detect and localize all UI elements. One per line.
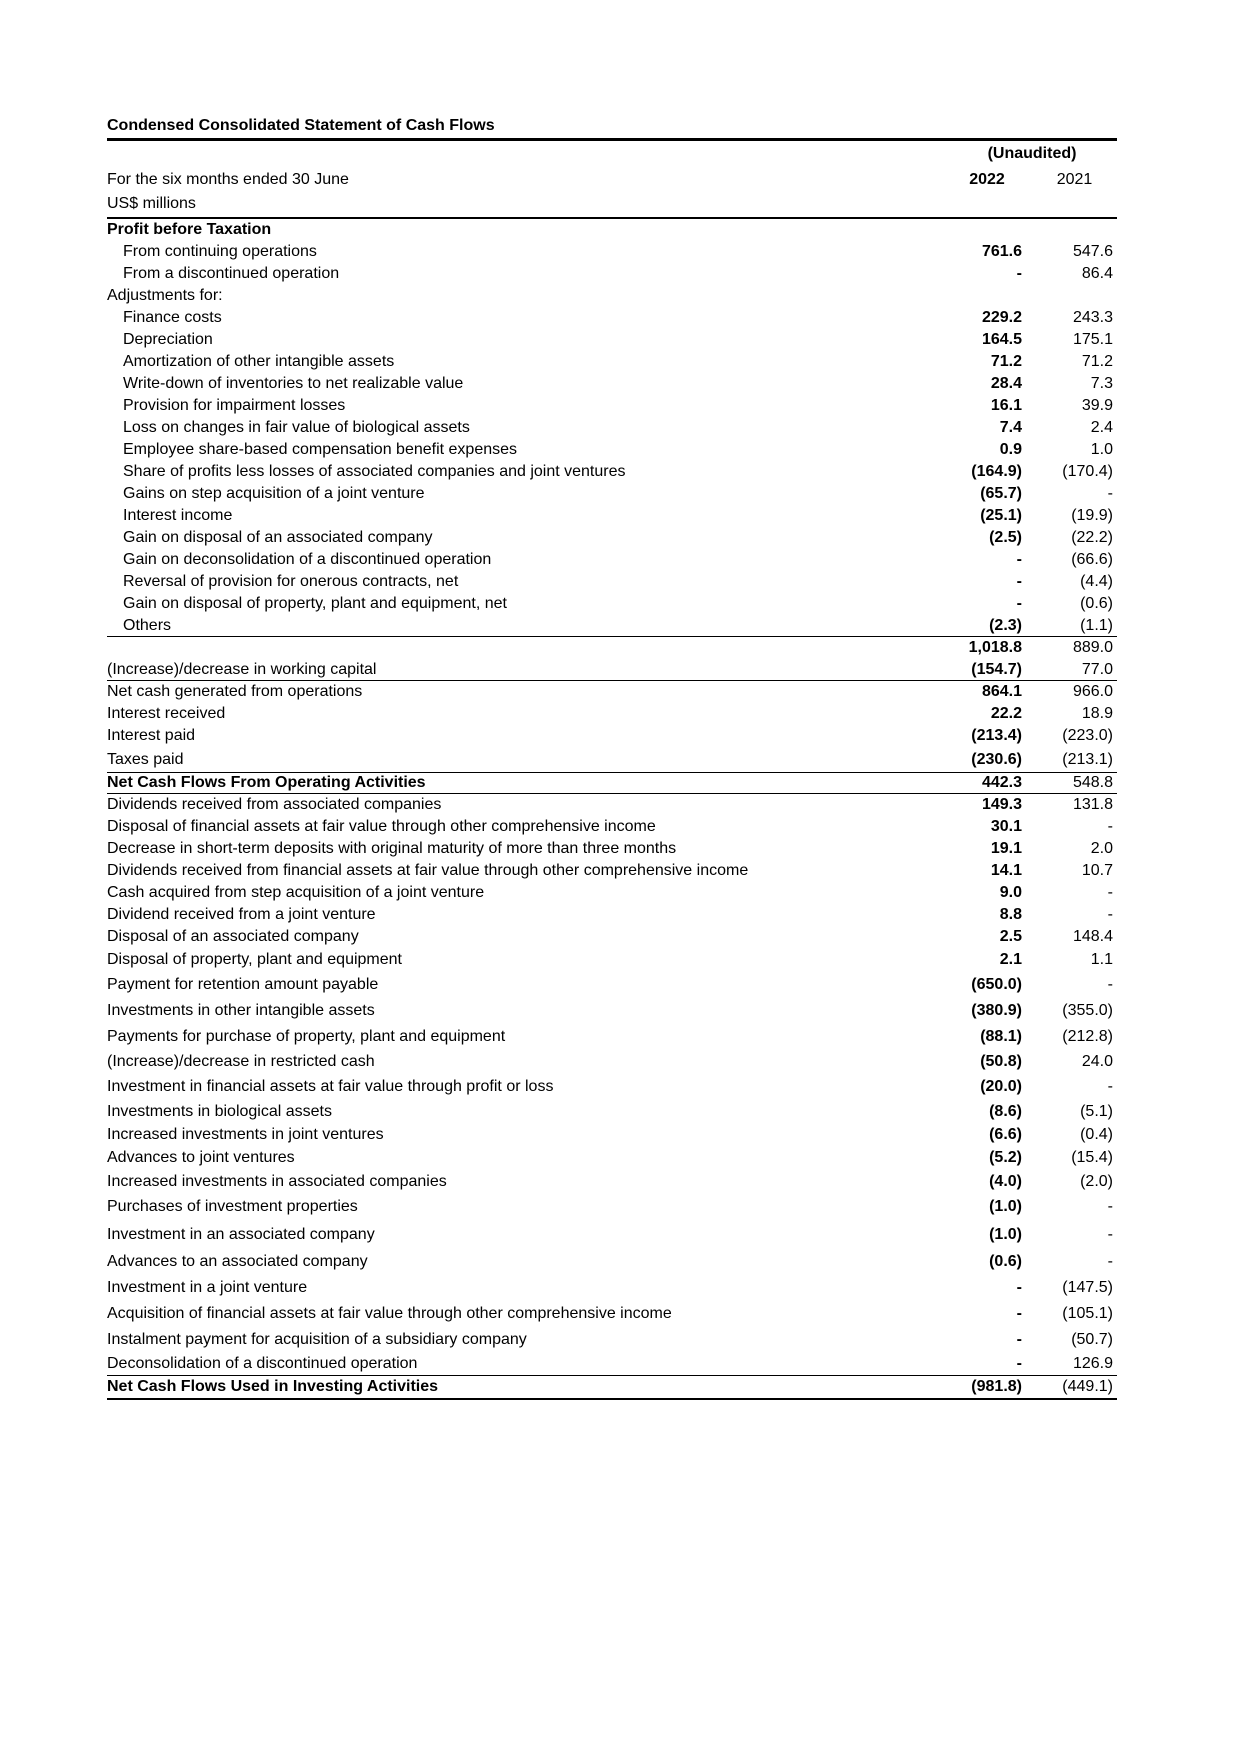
table-row (107, 838, 1117, 860)
value-2022: 22.2 (990, 704, 1022, 722)
row-label: Others (123, 616, 172, 634)
row-label: Provision for impairment losses (123, 396, 346, 414)
value-2021: - (1107, 484, 1113, 502)
value-2021: (355.0) (1062, 1001, 1113, 1019)
row-label: Finance costs (123, 308, 222, 326)
table-row (107, 659, 1117, 681)
table-row (107, 1024, 1117, 1050)
table-row (107, 748, 1117, 772)
table-row (107, 1353, 1117, 1375)
unaudited-label: (Unaudited) (987, 145, 1077, 162)
table-row (107, 972, 1117, 998)
table-row (107, 926, 1117, 948)
value-2022: 0.9 (999, 440, 1022, 458)
value-2021: 77.0 (1081, 660, 1113, 678)
row-label: Reversal of provision for onerous contracts, net (123, 572, 459, 590)
table-row (107, 794, 1117, 816)
table-row (107, 527, 1117, 549)
value-2021: (213.1) (1062, 750, 1113, 768)
value-2021: (15.4) (1071, 1149, 1113, 1166)
value-2022: (1.0) (989, 1198, 1022, 1215)
value-2021: 1.1 (1090, 950, 1113, 968)
value-2022: (4.0) (989, 1172, 1022, 1190)
table-row (107, 417, 1117, 439)
value-2022: - (1016, 264, 1022, 282)
table-row (107, 219, 1117, 241)
row-label: Gain on deconsolidation of a discontinued operation (123, 550, 492, 568)
row-label: Advances to joint ventures (107, 1149, 295, 1166)
value-2022: - (1016, 594, 1022, 612)
value-2021: 547.6 (1072, 242, 1113, 260)
value-2021: (105.1) (1062, 1304, 1113, 1322)
value-2022: (0.6) (989, 1252, 1022, 1270)
value-2022: 761.6 (981, 242, 1022, 260)
row-label: Investment in a joint venture (107, 1278, 308, 1296)
table-row (107, 904, 1117, 926)
year-2021-header: 2021 (1056, 171, 1093, 188)
row-label: (Increase)/decrease in restricted cash (107, 1053, 375, 1070)
value-2022: (8.6) (989, 1102, 1022, 1120)
value-2022: 7.4 (999, 418, 1022, 436)
table-row (107, 1147, 1117, 1170)
row-label: Share of profits less losses of associated companies and joint ventures (123, 462, 626, 480)
table-row (107, 351, 1117, 373)
value-2022: - (1016, 1304, 1022, 1322)
value-2022: 28.4 (990, 374, 1022, 392)
value-2022: (50.8) (980, 1053, 1022, 1070)
table-row (107, 637, 1117, 659)
table-row (107, 1194, 1117, 1221)
value-2021: (50.7) (1071, 1330, 1113, 1348)
table-row (107, 571, 1117, 593)
table-row (107, 1375, 1117, 1400)
value-2021: 148.4 (1072, 927, 1113, 945)
row-label: Purchases of investment properties (107, 1198, 358, 1215)
row-label: Investments in biological assets (107, 1102, 332, 1120)
row-label: Investment in financial assets at fair value through profit or loss (107, 1078, 554, 1095)
value-2021: - (1107, 883, 1113, 901)
row-label: From a discontinued operation (123, 264, 340, 282)
table-row (107, 1170, 1117, 1194)
period-label: For the six months ended 30 June (107, 171, 349, 188)
row-label: Gain on disposal of property, plant and equipment, net (123, 594, 507, 612)
year-2022-header: 2022 (969, 171, 1005, 188)
value-2022: 8.8 (999, 905, 1022, 923)
table-row (107, 772, 1117, 794)
value-2021: (0.4) (1080, 1126, 1113, 1143)
table-row (107, 703, 1117, 725)
value-2021: - (1107, 817, 1113, 835)
value-2022: 864.1 (981, 682, 1022, 700)
row-label: Payments for purchase of property, plant and equipment (107, 1027, 506, 1045)
table-row (107, 1100, 1117, 1124)
row-label: Dividends received from associated companies (107, 795, 442, 813)
table-row (107, 285, 1117, 307)
value-2021: - (1107, 1225, 1113, 1243)
row-label: Increased investments in joint ventures (107, 1126, 384, 1143)
value-2021: (5.1) (1080, 1102, 1113, 1120)
cash-flow-statement (107, 114, 1117, 1400)
value-2022: (981.8) (971, 1378, 1022, 1395)
value-2022: (6.6) (989, 1126, 1022, 1143)
value-2021: - (1107, 1252, 1113, 1270)
value-2021: 175.1 (1072, 330, 1113, 348)
table-row (107, 1050, 1117, 1075)
row-label: Decrease in short-term deposits with original maturity of more than three months (107, 839, 677, 857)
table-row (107, 549, 1117, 571)
value-2022: (5.2) (989, 1149, 1022, 1166)
value-2022: (2.3) (989, 616, 1022, 634)
value-2021: (4.4) (1080, 572, 1113, 590)
value-2021: 1.0 (1090, 440, 1113, 458)
row-label: Loss on changes in fair value of biological assets (123, 418, 470, 436)
row-label: Gains on step acquisition of a joint venture (123, 484, 425, 502)
value-2021: (22.2) (1071, 528, 1113, 546)
row-label: From continuing operations (123, 242, 317, 260)
table-row (107, 263, 1117, 285)
table-row (107, 483, 1117, 505)
row-label: Profit before Taxation (107, 220, 272, 238)
row-label: Investments in other intangible assets (107, 1001, 375, 1019)
value-2022: 2.5 (999, 927, 1022, 945)
value-2022: (25.1) (980, 506, 1022, 524)
table-row (107, 593, 1117, 615)
value-2022: 71.2 (990, 352, 1022, 370)
value-2022: (65.7) (980, 484, 1022, 502)
row-label: Net Cash Flows From Operating Activities (107, 774, 426, 791)
value-2021: 39.9 (1081, 396, 1113, 414)
value-2021: (212.8) (1062, 1027, 1113, 1045)
value-2021: - (1107, 975, 1113, 993)
value-2022: - (1016, 550, 1022, 568)
row-label: Payment for retention amount payable (107, 975, 379, 993)
value-2022: (230.6) (971, 750, 1022, 768)
table-row (107, 998, 1117, 1024)
value-2022: 30.1 (990, 817, 1022, 835)
value-2022: - (1016, 1330, 1022, 1348)
row-label: Gain on disposal of an associated company (123, 528, 433, 546)
table-row (107, 816, 1117, 838)
row-label: Dividends received from financial assets at fair value through other comprehensive income (107, 861, 749, 879)
row-label: Employee share-based compensation benefit expenses (123, 440, 518, 458)
value-2022: (1.0) (989, 1225, 1022, 1243)
table-row (107, 725, 1117, 748)
table-row (107, 241, 1117, 263)
value-2021: 243.3 (1072, 308, 1113, 326)
value-2022: (164.9) (971, 462, 1022, 480)
value-2022: - (1016, 1278, 1022, 1296)
value-2021: 18.9 (1081, 704, 1113, 722)
table-row (107, 373, 1117, 395)
row-label: Advances to an associated company (107, 1252, 368, 1270)
value-2021: 2.0 (1090, 839, 1113, 857)
table-row (107, 1275, 1117, 1301)
value-2021: 24.0 (1081, 1053, 1113, 1070)
table-row (107, 1249, 1117, 1275)
table-row (107, 615, 1117, 637)
value-2022: - (1016, 572, 1022, 590)
value-2022: 14.1 (990, 861, 1022, 879)
table-row (107, 948, 1117, 972)
table-row (107, 1075, 1117, 1100)
row-label: Adjustments for: (107, 286, 223, 304)
value-2021: (66.6) (1071, 550, 1113, 568)
value-2021: 131.8 (1072, 795, 1113, 813)
row-label: Cash acquired from step acquisition of a joint venture (107, 883, 485, 901)
row-label: Deconsolidation of a discontinued operation (107, 1354, 418, 1372)
row-label: Net Cash Flows Used in Investing Activities (107, 1378, 439, 1395)
value-2021: 966.0 (1072, 682, 1113, 700)
row-label: Interest received (107, 704, 226, 722)
row-label: Investment in an associated company (107, 1225, 375, 1243)
value-2022: 229.2 (981, 308, 1022, 326)
table-row (107, 461, 1117, 483)
row-label: Disposal of financial assets at fair value through other comprehensive income (107, 817, 656, 835)
value-2021: (2.0) (1080, 1172, 1113, 1190)
value-2022: 9.0 (999, 883, 1022, 901)
value-2022: 16.1 (990, 396, 1022, 414)
value-2022: (650.0) (971, 975, 1022, 993)
table-row (107, 307, 1117, 329)
value-2021: (170.4) (1062, 462, 1113, 480)
value-2022: 19.1 (990, 839, 1022, 857)
statement-rows (107, 219, 1117, 1400)
value-2021: (147.5) (1062, 1278, 1113, 1296)
value-2021: 71.2 (1081, 352, 1113, 370)
value-2021: (19.9) (1071, 506, 1113, 524)
value-2022: (2.5) (989, 528, 1022, 546)
row-label: Instalment payment for acquisition of a subsidiary company (107, 1330, 527, 1348)
value-2021: (223.0) (1062, 727, 1113, 744)
table-row (107, 1327, 1117, 1353)
value-2022: 149.3 (981, 795, 1022, 813)
value-2021: - (1107, 905, 1113, 923)
document-title: Condensed Consolidated Statement of Cash Flows (107, 117, 495, 134)
value-2022: (380.9) (971, 1001, 1022, 1019)
value-2021: (449.1) (1062, 1378, 1113, 1395)
table-row (107, 329, 1117, 351)
value-2021: 889.0 (1072, 638, 1113, 656)
value-2022: (88.1) (980, 1027, 1022, 1045)
value-2021: - (1107, 1078, 1113, 1095)
row-label: Write-down of inventories to net realizable value (123, 374, 464, 392)
value-2022: (20.0) (980, 1078, 1022, 1095)
row-label: Increased investments in associated companies (107, 1172, 447, 1190)
table-row (107, 505, 1117, 527)
column-header (107, 143, 1117, 219)
row-label: Taxes paid (107, 750, 184, 768)
value-2021: (0.6) (1080, 594, 1113, 612)
table-row (107, 882, 1117, 904)
table-row (107, 1221, 1117, 1249)
title-rule (107, 138, 1117, 141)
value-2021: 10.7 (1081, 861, 1113, 879)
value-2021: 548.8 (1072, 774, 1113, 791)
row-label: Amortization of other intangible assets (123, 352, 395, 370)
value-2021: 126.9 (1072, 1354, 1113, 1372)
row-label: (Increase)/decrease in working capital (107, 660, 377, 678)
value-2021: 86.4 (1081, 264, 1113, 282)
table-row (107, 860, 1117, 882)
value-2021: - (1107, 1198, 1113, 1215)
row-label: Acquisition of financial assets at fair value through other comprehensive income (107, 1304, 672, 1322)
value-2022: 1,018.8 (968, 638, 1022, 656)
row-label: Dividend received from a joint venture (107, 905, 376, 923)
table-row (107, 439, 1117, 461)
value-2022: (213.4) (971, 727, 1022, 744)
value-2022: - (1016, 1354, 1022, 1372)
table-row (107, 1301, 1117, 1327)
table-row (107, 1124, 1117, 1147)
table-row (107, 681, 1117, 703)
row-label: Depreciation (123, 330, 213, 348)
row-label: Interest income (123, 506, 233, 524)
row-label: Disposal of an associated company (107, 927, 359, 945)
row-label: Net cash generated from operations (107, 682, 363, 700)
row-label: Disposal of property, plant and equipment (107, 950, 402, 968)
row-label: Interest paid (107, 727, 196, 744)
value-2021: 7.3 (1090, 374, 1113, 392)
value-2021: (1.1) (1080, 616, 1113, 634)
table-row (107, 395, 1117, 417)
value-2022: 2.1 (999, 950, 1022, 968)
value-2021: 2.4 (1090, 418, 1113, 436)
value-2022: 164.5 (981, 330, 1022, 348)
currency-label: US$ millions (107, 195, 196, 212)
value-2022: 442.3 (981, 774, 1022, 791)
value-2022: (154.7) (971, 660, 1022, 678)
